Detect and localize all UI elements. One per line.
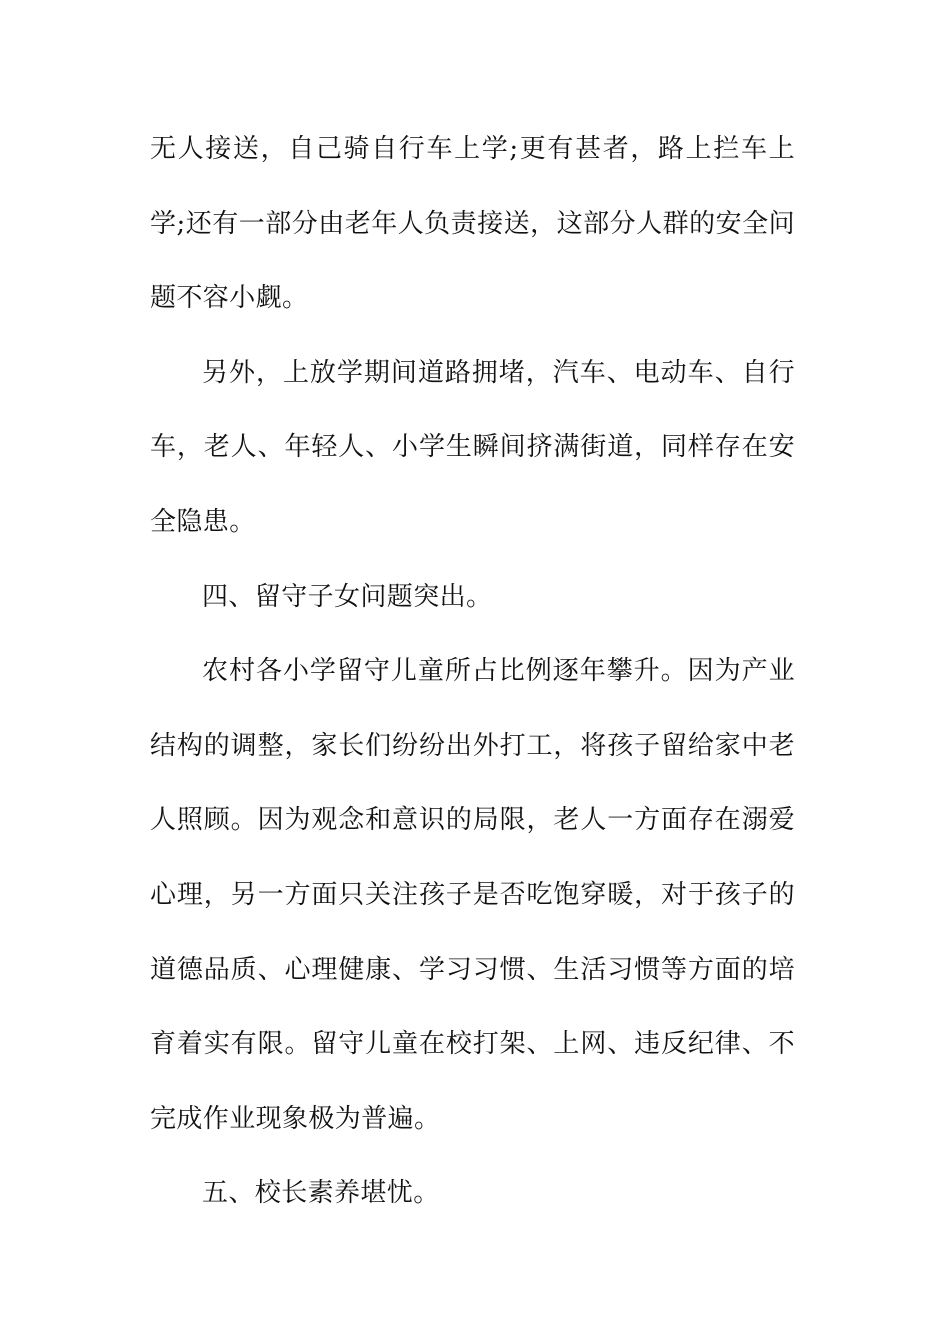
heading-left-behind-children: 四、留守子女问题突出。 <box>202 581 493 612</box>
heading-principal-quality: 五、校长素养堪忧。 <box>202 1178 440 1209</box>
paragraph-traffic: 另外，上放学期间道路拥堵，汽车、电动车、自行车，老人、年轻人、小学生瞬间挤满街道，同样存在安全隐患。 <box>150 357 795 537</box>
paragraph-left-behind-children: 农村各小学留守儿童所占比例逐年攀升。因为产业结构的调整，家长们纷纷出外打工，将孩子留给家中老人照顾。因为观念和意识的局限，老人一方面存在溺爱心理，另一方面只关注孩子是否吃饱穿暖，对于孩子的道德品质、心理健康、学习习惯、生活习惯等方面的培育着实有限。留守儿童在校打架、上网、违反纪律、不完成作业现象极为普遍。 <box>150 656 795 1134</box>
paragraph-transport: 无人接送，自己骑自行车上学;更有甚者，路上拦车上学;还有一部分由老年人负责接送，这部分人群的安全问题不容小觑。 <box>150 134 795 314</box>
document-body <box>150 112 795 1231</box>
